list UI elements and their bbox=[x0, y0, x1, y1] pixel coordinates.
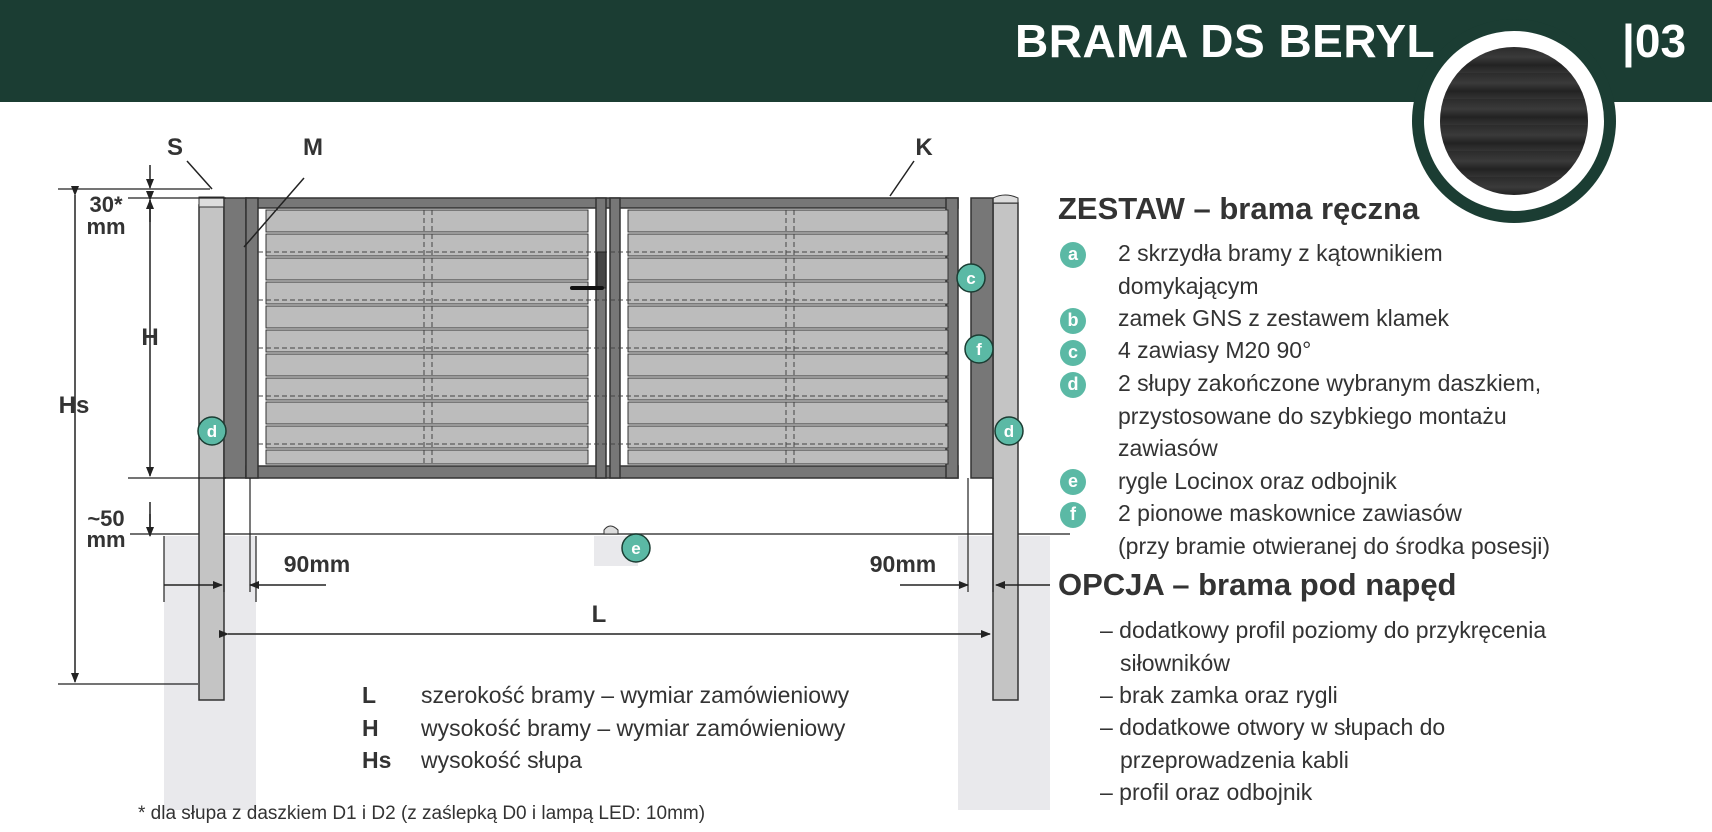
label-k: K bbox=[915, 134, 933, 161]
marker-d-right bbox=[995, 417, 1023, 445]
marker-d-left-label: d bbox=[206, 422, 218, 441]
label-s: S bbox=[166, 134, 184, 161]
zestaw-item-f-line-1: 2 pionowe maskownice zawiasów bbox=[1118, 500, 1462, 526]
gate-lock bbox=[597, 252, 606, 288]
legend-text-hs: wysokość słupa bbox=[421, 747, 583, 773]
marker-f bbox=[965, 335, 993, 363]
marker-f-label: f bbox=[976, 340, 982, 359]
color-swatch-sample bbox=[1440, 47, 1588, 195]
opcja-line-6: – profil oraz odbojnik bbox=[1100, 779, 1313, 805]
opcja-line-5: przeprowadzenia kabli bbox=[1120, 747, 1349, 773]
left-wing-stile bbox=[246, 198, 258, 478]
marker-d-left bbox=[198, 417, 226, 445]
center-stile-right bbox=[610, 198, 620, 478]
legend-key-hs: Hs bbox=[362, 747, 392, 773]
badge-d: d bbox=[1060, 372, 1086, 398]
zestaw-item-a-line-2: domykającym bbox=[1118, 273, 1259, 299]
right-post bbox=[993, 203, 1018, 700]
marker-c-label: c bbox=[966, 269, 976, 288]
opcja-line-2: siłowników bbox=[1120, 650, 1230, 676]
marker-d-right-label: d bbox=[1003, 422, 1015, 441]
right-post-cap bbox=[993, 195, 1018, 203]
left-offset-label: 90mm bbox=[283, 551, 351, 577]
color-swatch-ring bbox=[1424, 31, 1604, 211]
marker-e-label: e bbox=[631, 539, 641, 558]
marker-e bbox=[622, 534, 650, 562]
badge-e: e bbox=[1060, 469, 1086, 495]
zestaw-item-f-line-2: (przy bramie otwieranej do środka posesji) bbox=[1118, 533, 1551, 559]
label-h: H bbox=[141, 324, 159, 351]
right-wing-infill bbox=[628, 210, 948, 464]
zestaw-item-d-line-3: zawiasów bbox=[1118, 435, 1218, 461]
zestaw-item-e-line-1: rygle Locinox oraz odbojnik bbox=[1118, 468, 1397, 494]
zestaw-item-a-line-1: 2 skrzydła bramy z kątownikiem bbox=[1118, 240, 1443, 266]
opcja-line-4: – dodatkowe otwory w słupach do bbox=[1100, 714, 1446, 740]
legend-key-l: L bbox=[362, 682, 377, 708]
legend-text-l: szerokość bramy – wymiar zamówieniowy bbox=[421, 682, 850, 708]
gate-stopper bbox=[604, 526, 618, 534]
top-gap-value: 30* bbox=[89, 192, 123, 217]
page-title: BRAMA DS BERYL bbox=[1015, 15, 1436, 67]
center-stile-left bbox=[596, 198, 606, 478]
label-m: M bbox=[303, 134, 323, 161]
zestaw-heading: ZESTAW – brama ręczna bbox=[1058, 191, 1420, 226]
label-hs: Hs bbox=[58, 392, 90, 419]
zestaw-item-d-line-2: przystosowane do szybkiego montażu bbox=[1118, 403, 1507, 429]
left-hinge-cover bbox=[224, 198, 246, 478]
zestaw-item-b-line-1: zamek GNS z zestawem klamek bbox=[1118, 305, 1450, 331]
top-gap-unit: mm bbox=[86, 214, 126, 239]
s-pointer bbox=[187, 161, 212, 189]
bottom-gap-unit: mm bbox=[86, 527, 126, 552]
left-post bbox=[199, 205, 224, 700]
opcja-line-1: – dodatkowy profil poziomy do przykręcenia bbox=[1100, 617, 1547, 643]
zestaw-item-d-line-1: 2 słupy zakończone wybranym daszkiem, bbox=[1118, 370, 1542, 396]
opcja-line-3: – brak zamka oraz rygli bbox=[1100, 682, 1338, 708]
badge-c: c bbox=[1060, 340, 1086, 366]
left-wing-infill bbox=[266, 210, 588, 464]
bottom-gap-value: ~50 bbox=[87, 506, 125, 531]
legend-text-h: wysokość bramy – wymiar zamówieniowy bbox=[421, 715, 846, 741]
badge-b: b bbox=[1060, 308, 1086, 334]
color-swatch bbox=[1412, 19, 1616, 223]
footnote: * dla słupa z daszkiem D1 i D2 (z zaślepką D0 i lampą LED: 10mm) bbox=[138, 803, 706, 824]
page-number: |03 bbox=[1622, 15, 1687, 67]
badge-f: f bbox=[1060, 502, 1086, 528]
label-l: L bbox=[591, 601, 607, 628]
legend-key-h: H bbox=[362, 715, 379, 741]
marker-c bbox=[957, 264, 985, 292]
right-offset-label: 90mm bbox=[869, 551, 937, 577]
zestaw-item-c-line-1: 4 zawiasy M20 90° bbox=[1118, 337, 1312, 363]
k-pointer bbox=[890, 161, 914, 196]
opcja-heading: OPCJA – brama pod napęd bbox=[1058, 567, 1457, 602]
badge-a: a bbox=[1060, 242, 1086, 268]
